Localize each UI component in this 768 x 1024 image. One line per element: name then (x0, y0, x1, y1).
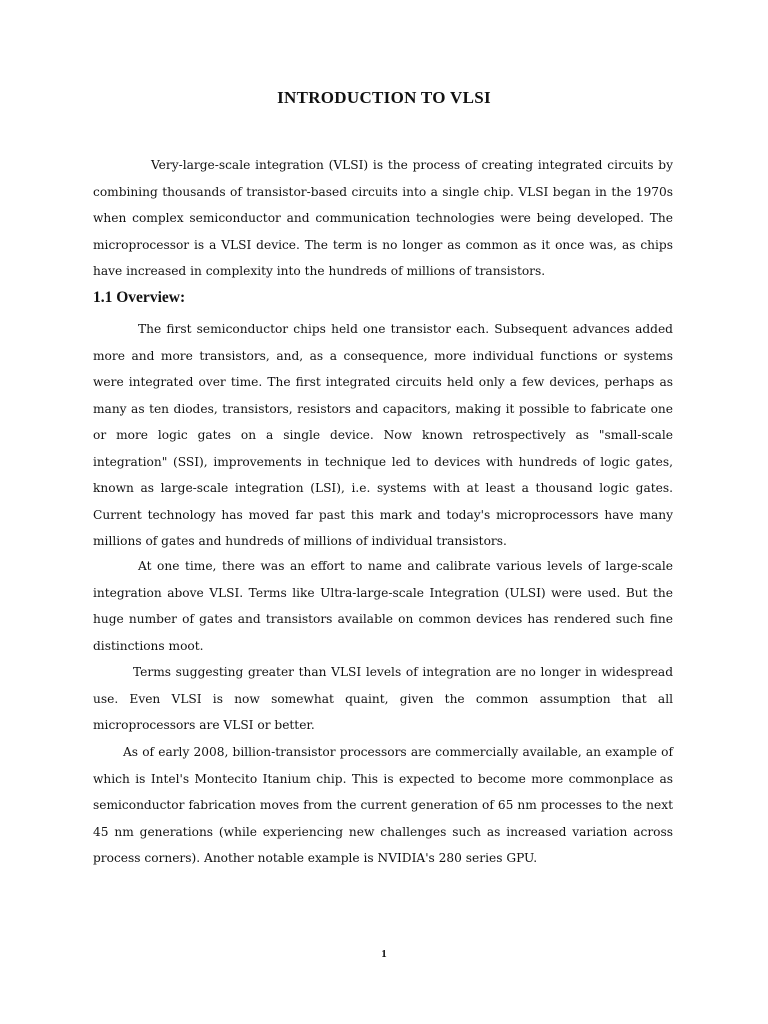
page-number: 1 (381, 948, 387, 960)
overview-paragraph-2: At one time, there was an effort to name and calibrate various levels of large-scale integration above VLSI. Terms like Ultra-large-scale Integration (ULSI) were used. But the huge number of gates and transistors available on common devices has rendered such fine distinctions moot. (93, 559, 673, 653)
section-heading-overview: 1.1 Overview: (93, 289, 186, 306)
overview-paragraph-1: The first semiconductor chips held one transistor each. Subsequent advances added more and more transistors, and, as a consequence, more individual functions or systems were integrated over time. The first integrated circuits held only a few devices, perhaps as many as ten diodes, transistors, resistors and capacitors, making it possible to fabricate one or more logic gates on a single device. Now known retrospectively as "small-scale integration" (SSI), improvements in technique led to devices with hundreds of logic gates, known as large-scale integration (LSI), i.e. systems with at least a thousand logic gates. Current technology has moved far past this mark and today's microprocessors have many millions of gates and hundreds of millions of individual transistors. (93, 322, 673, 548)
intro-paragraph: Very-large-scale integration (VLSI) is the process of creating integrated circuits by combining thousands of transistor-based circuits into a single chip. VLSI began in the 1970s when complex semiconductor and communication technologies were being developed. The microprocessor is a VLSI device. The term is no longer as common as it once was, as chips have increased in complexity into the hundreds of millions of transistors. (93, 158, 673, 278)
page-title: INTRODUCTION TO VLSI (277, 88, 491, 107)
overview-paragraph-3: Terms suggesting greater than VLSI levels of integration are no longer in widespread use. Even VLSI is now somewhat quaint, given the common assumption that all microprocessors are VLSI or better. (93, 665, 673, 732)
overview-paragraph-4: As of early 2008, billion-transistor processors are commercially available, an example of which is Intel's Montecito Itanium chip. This is expected to become more commonplace as semiconductor fabrication moves from the current generation of 65 nm processes to the next 45 nm generations (while experiencing new challenges such as increased variation across process corners). Another notable example is NVIDIA's 280 series GPU. (93, 745, 673, 865)
